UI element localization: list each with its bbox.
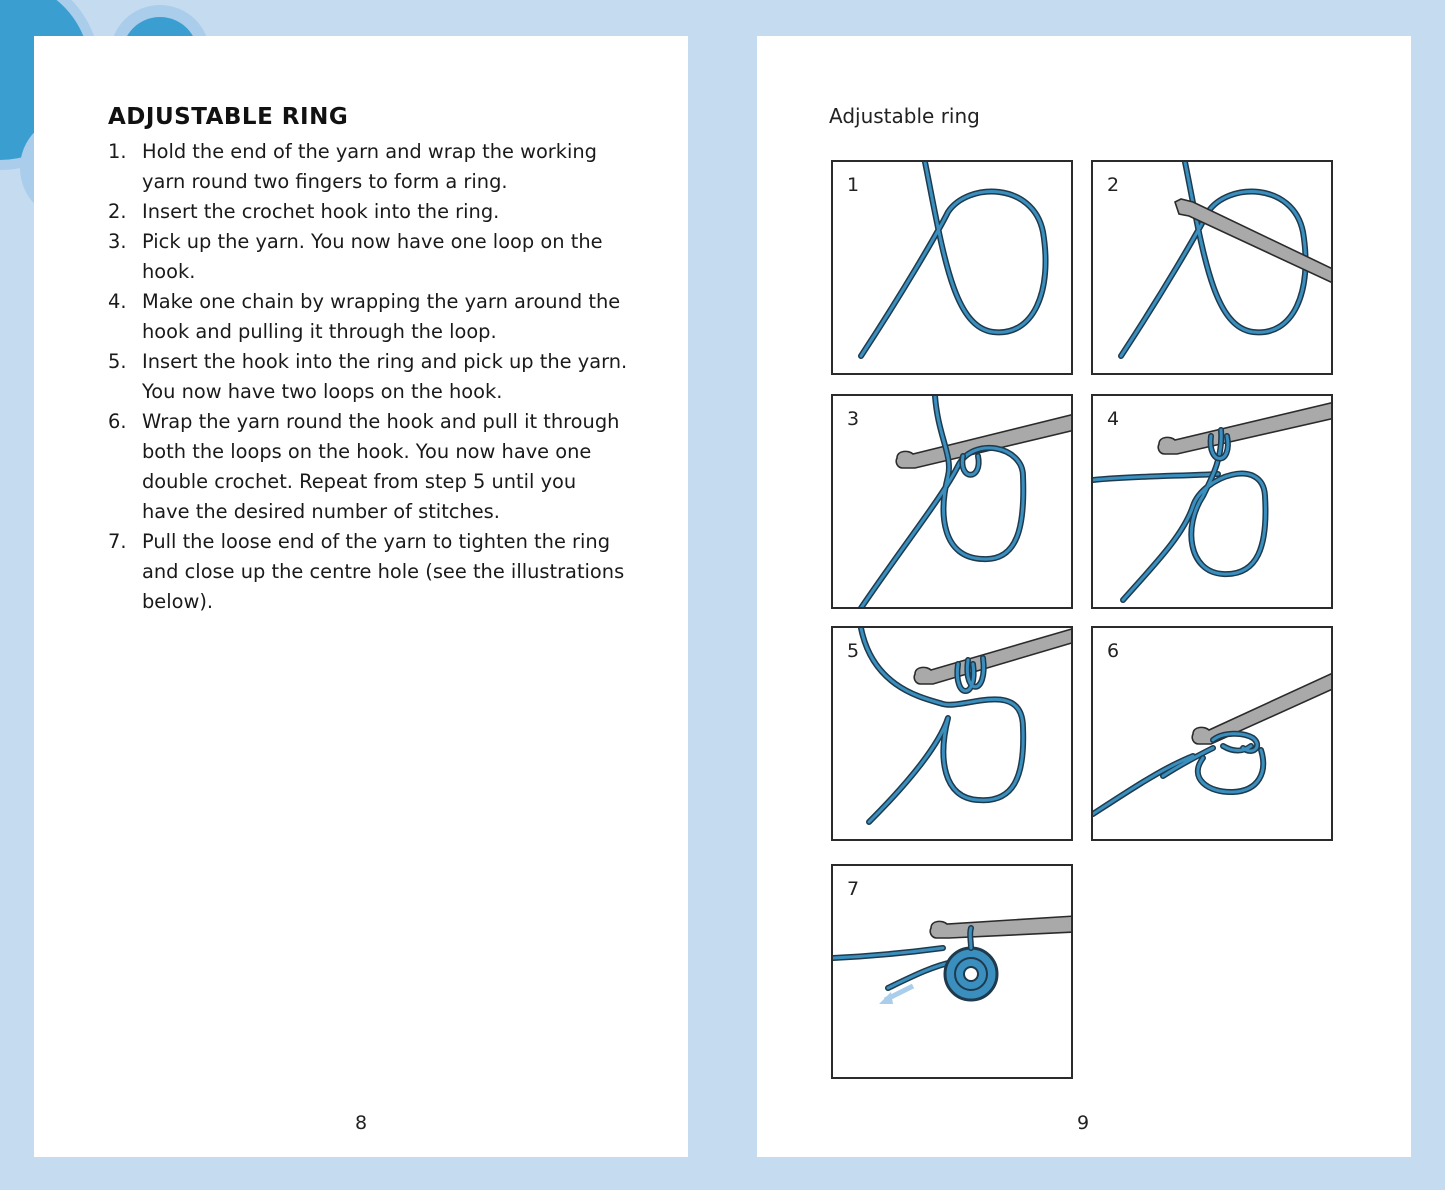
illustration-panel-1 xyxy=(831,160,1073,375)
yarn-over-illustration xyxy=(833,396,1073,609)
stitches-on-ring-illustration xyxy=(1093,628,1333,841)
figure-caption: Adjustable ring xyxy=(829,104,980,128)
instruction-step: 2. Insert the crochet hook into the ring. xyxy=(108,200,500,223)
chain-stitch-illustration xyxy=(1093,396,1333,609)
page-number-left: 8 xyxy=(355,1112,368,1134)
ring-loop-illustration xyxy=(833,162,1073,375)
tightened-ring-illustration xyxy=(833,866,1073,1079)
instruction-list xyxy=(108,137,628,617)
panel-number: 6 xyxy=(1107,640,1120,662)
instruction-step: 1. Hold the end of the yarn and wrap the working yarn round two fingers to form a ring. xyxy=(108,140,597,193)
two-loops-illustration xyxy=(833,628,1073,841)
hook-insert-illustration xyxy=(1093,162,1333,375)
illustration-panel-6 xyxy=(1091,626,1333,841)
illustration-panel-7 xyxy=(831,864,1073,1079)
panel-number: 3 xyxy=(847,408,860,430)
instruction-step: 6. Wrap the yarn round the hook and pull it through both the loops on the hook. You now have one double crochet. Repeat from step 5 until you have the desired number of stitches. xyxy=(108,410,620,523)
instruction-step: 3. Pick up the yarn. You now have one loop on the hook. xyxy=(108,230,603,283)
panel-number: 2 xyxy=(1107,174,1120,196)
illustration-panel-5 xyxy=(831,626,1073,841)
illustration-panel-4 xyxy=(1091,394,1333,609)
panel-number: 1 xyxy=(847,174,860,196)
panel-number: 4 xyxy=(1107,408,1120,430)
instruction-step: 4. Make one chain by wrapping the yarn around the hook and pulling it through the loop. xyxy=(108,290,621,343)
page-number-right: 9 xyxy=(1077,1112,1090,1134)
illustration-panel-2 xyxy=(1091,160,1333,375)
panel-number: 7 xyxy=(847,878,860,900)
illustration-panel-3 xyxy=(831,394,1073,609)
section-heading: ADJUSTABLE RING xyxy=(108,104,349,130)
instruction-step: 7. Pull the loose end of the yarn to tighten the ring and close up the centre hole (see the illustrations below). xyxy=(108,530,625,613)
instruction-step: 5. Insert the hook into the ring and pick up the yarn. You now have two loops on the hook. xyxy=(108,350,628,403)
panel-number: 5 xyxy=(847,640,860,662)
